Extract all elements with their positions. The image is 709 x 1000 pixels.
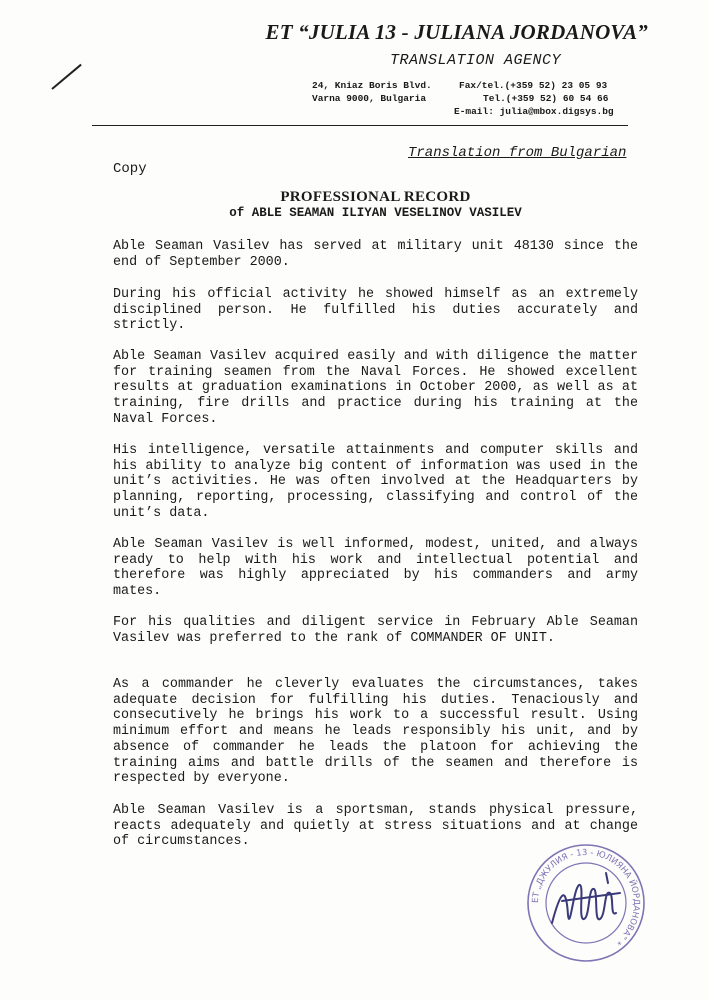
address-city: Varna 9000, Bulgaria xyxy=(312,93,427,104)
tel-number: Tel.(+359 52) 60 54 66 xyxy=(483,93,609,104)
paragraph: Able Seaman Vasilev is a sportsman, stands physical pressure, reacts adequately and quietly at stress situations and at change of circumstances. xyxy=(113,803,638,850)
paragraph: Able Seaman Vasilev has served at military unit 48130 since the end of September 2000. xyxy=(113,239,638,270)
agency-name: TRANSLATION AGENCY xyxy=(390,52,562,69)
paragraph: Able Seaman Vasilev acquired easily and with diligence the matter for training seamen from the Naval Forces. He showed excellent results at graduation examinations in October 2000, as well as at training, fire drills and practice during his training at the Naval Forces. xyxy=(113,349,638,427)
translator-stamp xyxy=(522,843,650,963)
paragraph: During his official activity he showed himself as an extremely disciplined person. He fulfilled his duties accurately and strictly. xyxy=(113,287,638,334)
document-subtitle: of ABLE SEAMAN ILIYAN VESELINOV VASILEV xyxy=(229,206,522,220)
fax-number: Fax/tel.(+359 52) 23 05 93 xyxy=(459,80,608,91)
signature xyxy=(552,873,620,923)
email-address: E-mail: julia@mbox.digsys.bg xyxy=(454,106,614,117)
pen-mark xyxy=(51,64,81,90)
paragraph: As a commander he cleverly evaluates the circumstances, takes adequate decision for fulfilling his duties. Tenaciously and consecutively he brings his work to a successful result. Using minimum effort and means he leads responsibly his unit, and by absence of commander he leads the platoon for achieving the training aims and battle drills of the seamen and therefore is respected by everyone. xyxy=(113,677,638,787)
document-title: PROFESSIONAL RECORD xyxy=(280,189,471,205)
address-street: 24, Kniaz Boris Blvd. xyxy=(312,80,432,91)
paragraph: For his qualities and diligent service in February Able Seaman Vasilev was preferred to the rank of COMMANDER OF UNIT. xyxy=(113,615,638,646)
paragraph: Able Seaman Vasilev is well informed, modest, united, and always ready to help with his work and intellectual potential and therefore was highly appreciated by his commanders and army mates. xyxy=(113,537,638,600)
company-name: ET “JULIA 13 - JULIANA JORDANOVA” xyxy=(265,20,648,44)
copy-label: Copy xyxy=(113,161,147,177)
header-divider xyxy=(92,125,628,126)
paragraph: His intelligence, versatile attainments and computer skills and his ability to analyze big content of information was used in the unit’s activities. He was often involved at the Headquarters by planning, reporting, processing, classifying and control of the unit’s data. xyxy=(113,443,638,521)
stamp-ring-text: ЕТ „ДЖУЛИЯ - 13 - ЮЛИЯНА ЙОРДАНОВА“ * xyxy=(530,847,642,947)
translation-note: Translation from Bulgarian xyxy=(408,145,627,161)
